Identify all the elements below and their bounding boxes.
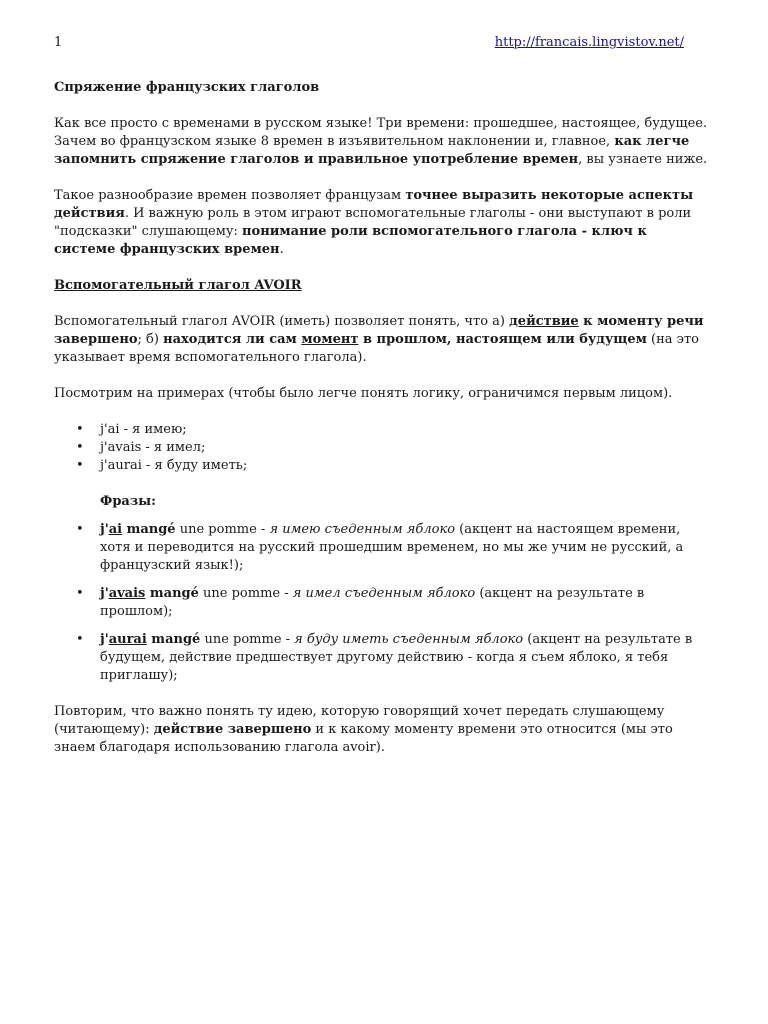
intro-paragraph <box>54 115 709 169</box>
summary-paragraph <box>54 703 709 757</box>
example-pronoun: j' <box>100 522 109 537</box>
example-item <box>54 585 709 621</box>
example-pronoun: j' <box>100 586 109 601</box>
example-item <box>54 521 709 575</box>
variety-text-end: . <box>279 242 284 257</box>
avoir-bold-underlined: действие <box>509 314 579 329</box>
summary-text: Повторим, что важно понять ту идею, которую говорящий хочет передать слушающему (читающему): <box>54 704 665 737</box>
intro-bold: как легче запомнить спряжение глаголов и правильное употребление времен <box>54 134 690 167</box>
example-comment: (акцент на результате в будущем, действие предшествует другому действию - когда я съем яблоко, я тебя приглашу); <box>100 632 693 683</box>
example-aux-verb: aurai <box>108 632 147 647</box>
example-pronoun: j' <box>100 632 109 647</box>
example-aux-verb: avais <box>108 586 146 601</box>
intro-text-end: , вы узнаете ниже. <box>578 152 708 167</box>
avoir-bold-2: находится ли сам <box>163 332 302 347</box>
variety-paragraph <box>54 187 709 259</box>
document-body <box>54 79 709 775</box>
variety-bold-2: понимание роли вспомогательного глагола - ключ к системе французских времен <box>54 224 647 257</box>
avoir-text: Вспомогательный глагол AVOIR (иметь) позволяет понять, что а) <box>54 314 510 329</box>
example-participle: mangé <box>146 632 201 647</box>
bullet-icon: • <box>76 440 84 455</box>
avoir-bold-3: в прошлом, настоящем или будущем <box>358 332 647 347</box>
avoir-paragraph <box>54 313 709 367</box>
example-translation: я имею съеденным яблоко <box>269 522 456 537</box>
site-link[interactable]: http://francais.lingvistov.net/ <box>494 35 684 50</box>
page-number: 1 <box>54 35 63 50</box>
bullet-icon: • <box>76 586 84 601</box>
avoir-bold-underlined-2: момент <box>301 332 359 347</box>
example-aux-verb: ai <box>108 522 123 537</box>
variety-bold: точнее выразить некоторые аспекты действия <box>54 188 694 221</box>
variety-text-2: . И важную роль в этом играют вспомогательные глаголы - они выступают в роли "подсказки" слушающему: <box>54 206 692 239</box>
bullet-icon: • <box>76 522 84 537</box>
examples-intro-paragraph: Посмотрим на примерах (чтобы было легче понять логику, ограничимся первым лицом). <box>54 386 673 401</box>
summary-bold: действие завершено <box>153 722 312 737</box>
example-object: une pomme - <box>175 522 270 537</box>
bullet-icon: • <box>76 422 84 437</box>
intro-text: Как все просто с временами в русском языке! Три времени: прошедшее, настоящее, будущее. Зачем во французском языке 8 времен в изъявительном наклонении и, главное, <box>54 116 708 149</box>
example-object: une pomme - <box>200 632 295 647</box>
section-title-avoir: Вспомогательный глагол AVOIR <box>54 278 302 293</box>
avoir-text-end: (на это указывает время вспомогательного глагола). <box>54 332 699 365</box>
avoir-forms-list <box>54 421 709 475</box>
example-translation: я буду иметь съеденным яблоко <box>294 632 524 647</box>
example-translation: я имел съеденным яблоко <box>292 586 476 601</box>
page-header <box>54 34 684 54</box>
example-phrases-list <box>54 521 709 685</box>
list-item-text: j'ai - я имею; <box>100 422 187 437</box>
example-comment: (акцент на результате в прошлом); <box>100 586 645 619</box>
avoir-bold: к моменту речи завершено <box>54 314 704 347</box>
summary-text-end: и к какому моменту времени это относится (мы это знаем благодаря использованию глагола avoir). <box>54 722 673 755</box>
list-item <box>54 421 709 439</box>
phrases-label: Фразы: <box>100 494 156 509</box>
avoir-text-2: ; б) <box>137 332 164 347</box>
list-item-text: j'avais - я имел; <box>100 440 206 455</box>
example-comment: (акцент на настоящем времени, хотя и переводится на русский прошедшим временем, но мы же учим не русский, а французский язык!); <box>100 522 684 573</box>
variety-text: Такое разнообразие времен позволяет французам <box>54 188 406 203</box>
bullet-icon: • <box>76 458 84 473</box>
list-item <box>54 439 709 457</box>
bullet-icon: • <box>76 632 84 647</box>
document-title: Спряжение французских глаголов <box>54 80 320 95</box>
example-participle: mangé <box>145 586 199 601</box>
example-participle: mangé <box>122 522 176 537</box>
list-item-text: j'aurai - я буду иметь; <box>100 458 248 473</box>
list-item <box>54 457 709 475</box>
example-item <box>54 631 709 685</box>
example-object: une pomme - <box>198 586 293 601</box>
